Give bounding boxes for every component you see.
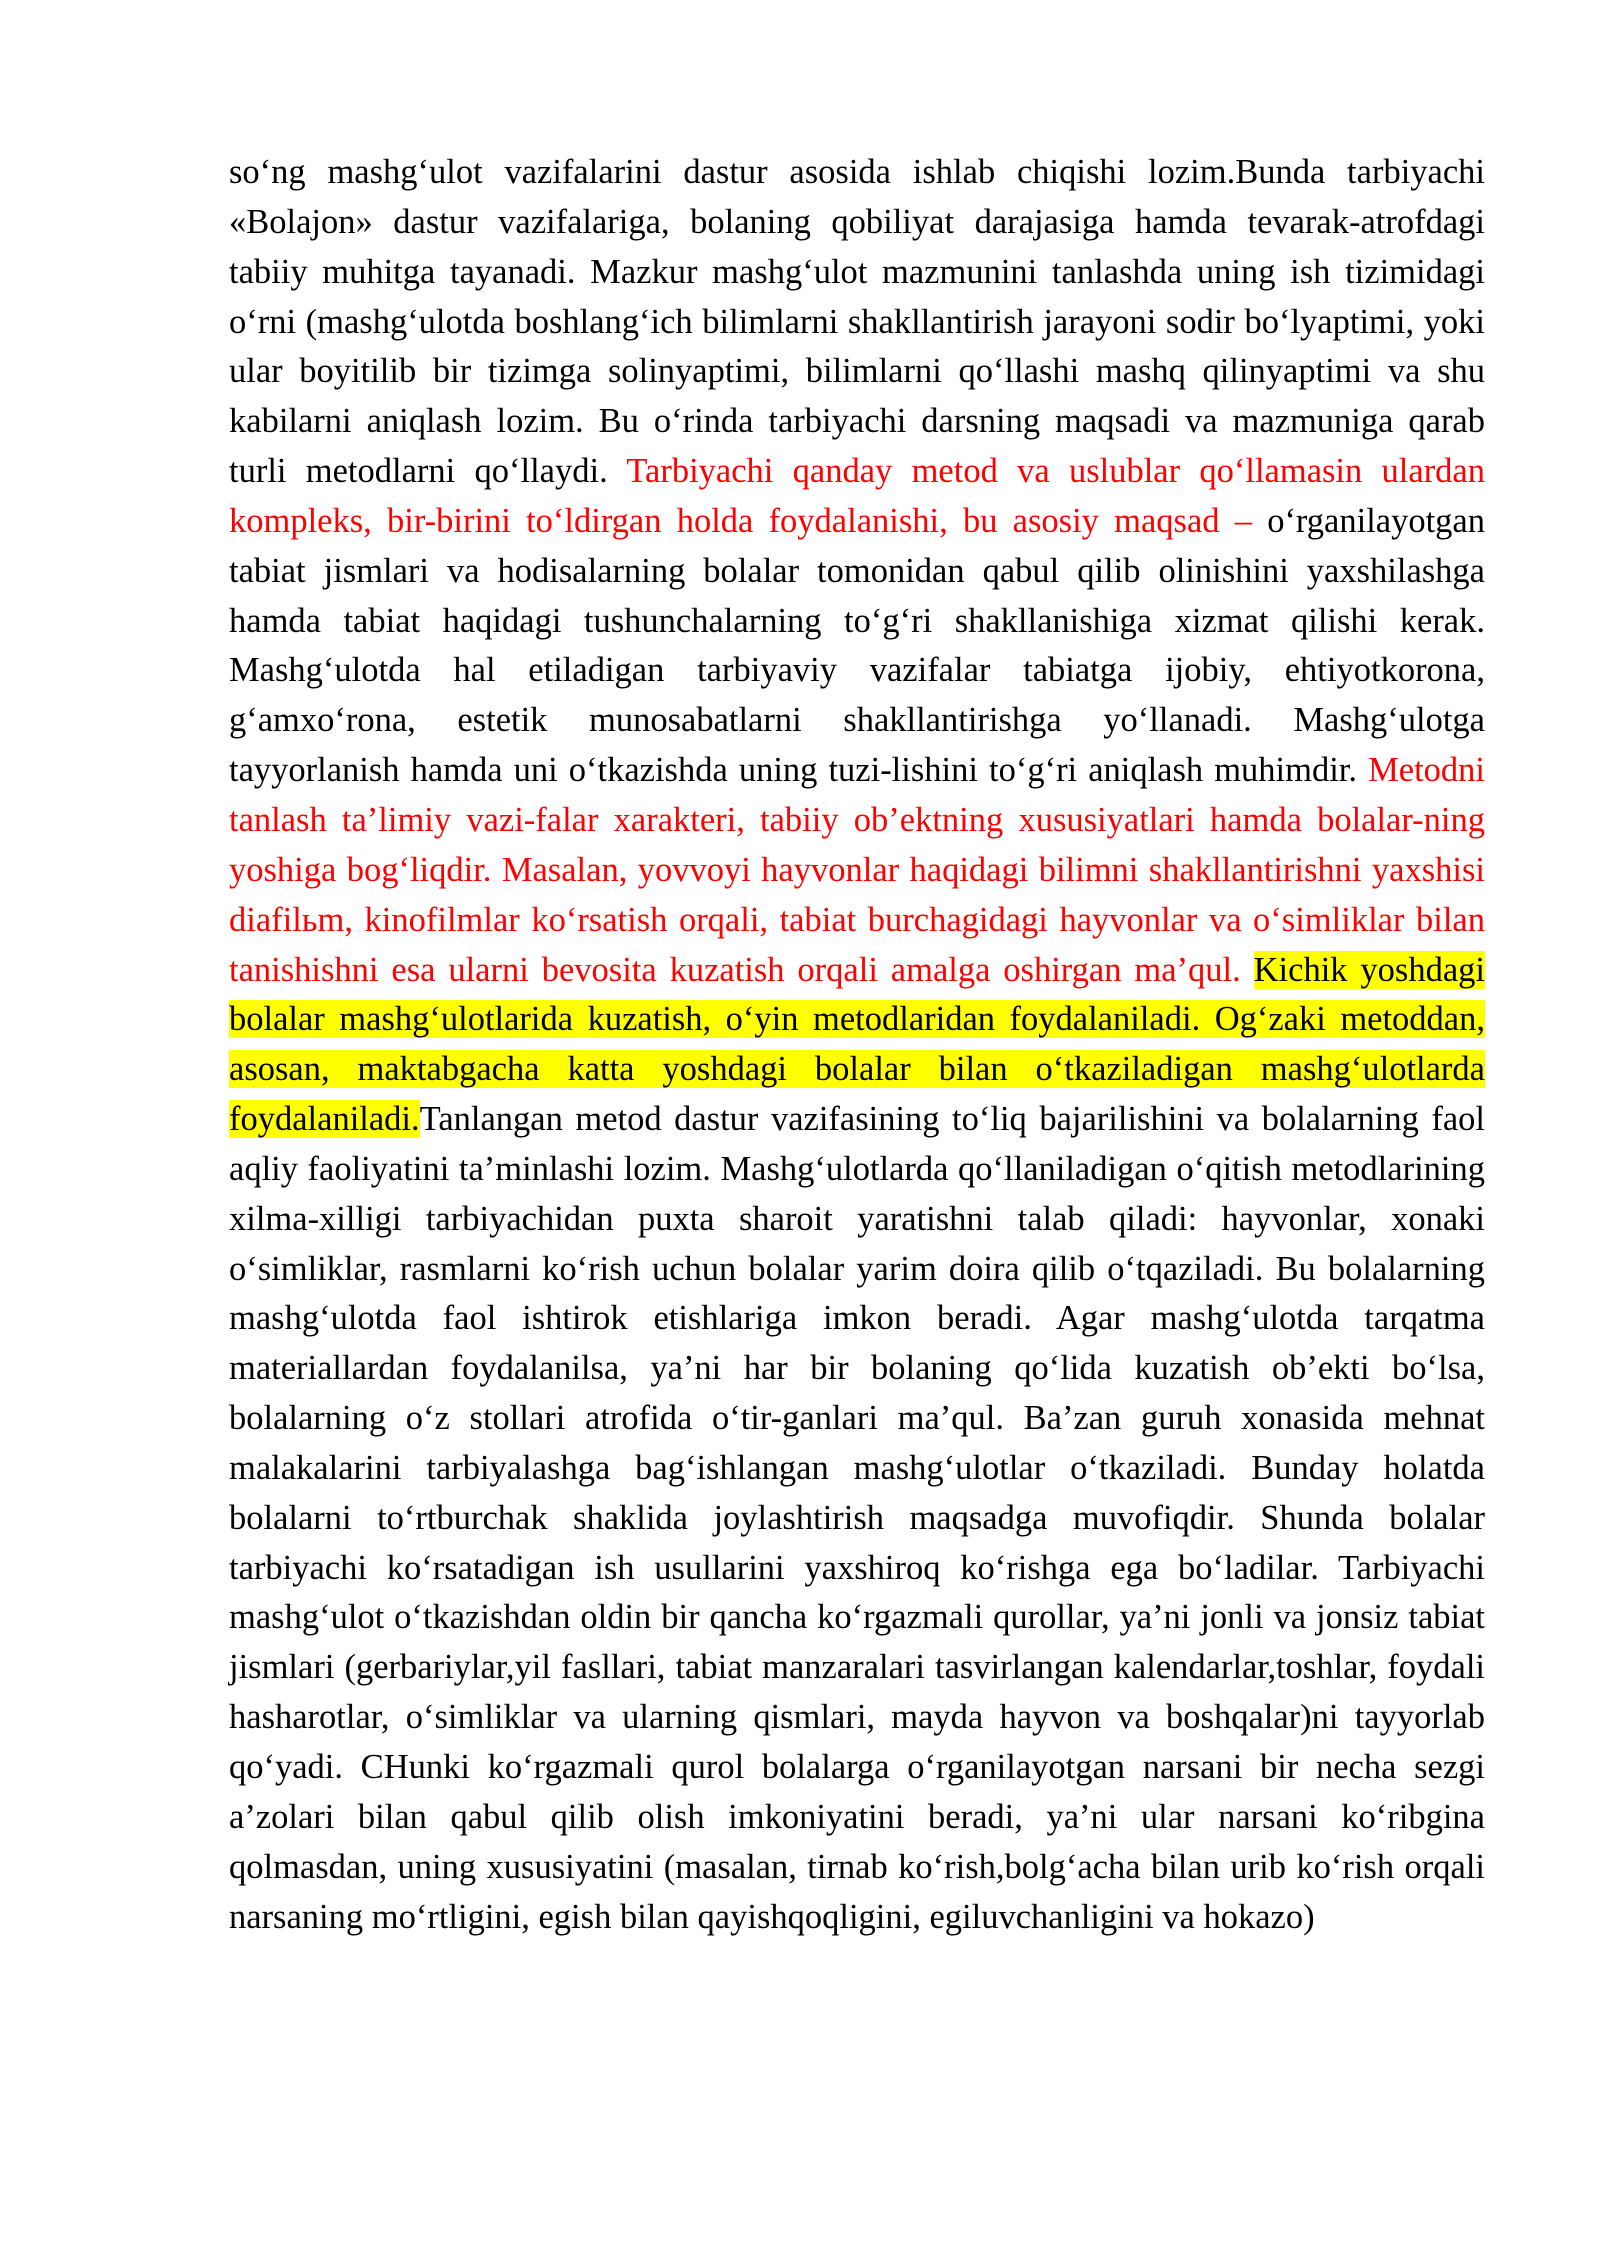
paragraph — [229, 148, 1485, 1942]
red-emphasis-text: Metodni tanlash ta’limiy vazi-falar xarakteri, tabiiy ob’ektning xususiyatlari hamda bolalar-ning yoshiga bog‘liqdir. Masalan, yovvoyi hayvonlar haqidagi bilimni shakllantirishni yaxshisi diafilьm, kinofilmlar ko‘rsatish orqali, tabiat burchagidagi hayvonlar va o‘simliklar bilan tanishishni esa ularni bevosita kuzatish orqali amalga oshirgan ma’qul. — [229, 751, 1485, 989]
red-emphasis-text: Tarbiyachi qanday metod va uslublar qo‘llamasin ulardan kompleks, bir-birini to‘ldirgan holda foydalanishi, bu asosiy maqsad – — [229, 452, 1485, 540]
text-segment: o‘rganilayotgan tabiat jismlari va hodisalarning bolalar tomonidan qabul qilib olinishini yaxshilashga hamda tabiat haqidagi tushunchalarning to‘g‘ri shakllanishiga xizmat qilishi kerak. Mashg‘ulotda hal etiladigan tarbiyaviy vazifalar tabiatga ijobiy, ehtiyotkorona, g‘amxo‘rona, estetik munosabatlarni shakllantirishga yo‘llanadi. Mashg‘ulotga tayyorlanish hamda uni o‘tkazishda uning tuzi-lishini to‘g‘ri aniqlash muhimdir. — [229, 501, 1485, 790]
text-segment: Tanlangan metod dastur vazifasining to‘liq bajarilishini va bolalarning faol aqliy faoliyatini ta’minlashi lozim. Mashg‘ulotlarda qo‘llaniladigan o‘qitish metodlarining xilma-xilligi tarbiyachidan puxta sharoit yaratishni talab qiladi: hayvonlar, xonaki o‘simliklar, rasmlarni ko‘rish uchun bolalar yarim doira qilib o‘tqaziladi. Bu bolalarning mashg‘ulotda faol ishtirok etishlariga imkon beradi. Agar mashg‘ulotda tarqatma materiallardan foydalanilsa, ya’ni har bir bolaning qo‘lida kuzatish ob’ekti bo‘lsa, bolalarning o‘z stollari atrofida o‘tir-ganlari ma’qul. Ba’zan guruh xonasida mehnat malakalarini tarbiyalashga bag‘ishlangan mashg‘ulotlar o‘tkaziladi. Bunday holatda bolalarni to‘rtburchak shaklida joylashtirish maqsadga muvofiqdir. Shunda bolalar tarbiyachi ko‘rsatadigan ish usullarini yaxshiroq ko‘rishga ega bo‘ladilar. Tarbiyachi mashg‘ulot o‘tkazishdan oldin bir qancha ko‘rgazmali qurollar, ya’ni jonli va jonsiz tabiat jismlari (gerbariylar,yil fasllari, tabiat manzaralari tasvirlangan kalendarlar,toshlar, foydali hasharotlar, o‘simliklar va ularning qismlari, mayda hayvon va boshqalar)ni tayyorlab qo‘yadi. CHunki ko‘rgazmali qurol bolalarga o‘rganilayotgan narsani bir necha sezgi a’zolari bilan qabul qilib olish imkoniyatini beradi, ya’ni ular narsani ko‘ribgina qolmasdan, uning xususiyatini (masalan, tirnab ko‘rish,bolg‘acha bilan urib ko‘rish orqali narsaning mo‘rtligini, egish bilan qayishqoqligini, egiluvchanligini va hokazo) — [229, 1100, 1485, 1936]
text-segment: so‘ng mashg‘ulot vazifalarini dastur asosida ishlab chiqishi lozim.Bunda tarbiyachi «Bolajon» dastur vazifalariga, bolaning qobiliyat darajasiga hamda tevarak-atrofdagi tabiiy muhitga tayanadi. Mazkur mashg‘ulot mazmunini tanlashda uning ish tizimidagi o‘rni (mashg‘ulotda boshlang‘ich bilimlarni shakllantirish jarayoni sodir bo‘lyaptimi, yoki ular boyitilib bir tizimga solinyaptimi, bilimlarni qo‘llashi mashq qilinyaptimi va shu kabilarni aniqlash lozim. Bu o‘rinda tarbiyachi darsning maqsadi va mazmuniga qarab turli metodlarni qo‘llaydi. — [229, 153, 1485, 491]
body-text — [229, 148, 1485, 1942]
text-segment — [1241, 951, 1254, 989]
highlighted-text: Kichik yoshdagi bolalar mashg‘ulotlarida kuzatish, o‘yin metodlaridan foydalaniladi. Og‘zaki metoddan, asosan, maktabgacha katta yoshdagi bolalar bilan o‘tkaziladigan mashg‘ulotlarda foydalaniladi. — [229, 950, 1486, 1139]
